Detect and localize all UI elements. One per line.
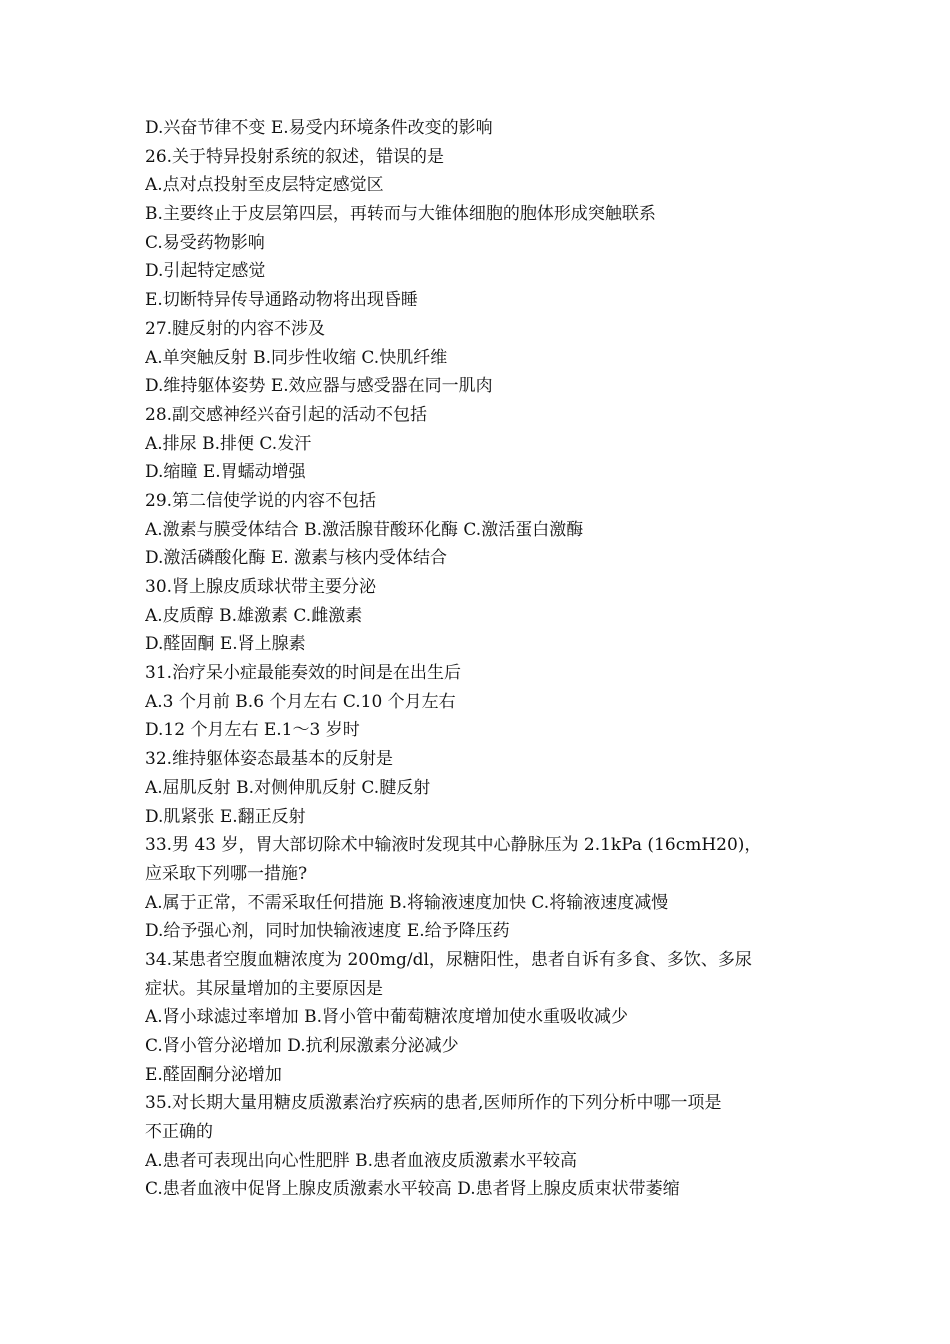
text-line: D.维持躯体姿势 E.效应器与感受器在同一肌肉 (145, 376, 493, 397)
text-line: 症状。其尿量增加的主要原因是 (145, 978, 383, 999)
text-line: D.引起特定感觉 (145, 261, 266, 282)
text-line: D.给予强心剂，同时加快输液速度 E.给予降压药 (145, 921, 510, 942)
text-line: A.单突触反射 B.同步性收缩 C.快肌纤维 (145, 347, 448, 368)
text-line: A.患者可表现出向心性肥胖 B.患者血液皮质激素水平较高 (145, 1150, 577, 1171)
text-line: E.醛固酮分泌增加 (145, 1064, 282, 1085)
question-30-stem: 30.肾上腺皮质球状带主要分泌 (145, 577, 377, 597)
text-line: A.屈肌反射 B.对侧伸肌反射 C.腱反射 (145, 777, 431, 798)
text-line: C.肾小管分泌增加 D.抗利尿激素分泌减少 (145, 1036, 459, 1056)
question-28-stem: 28.副交感神经兴奋引起的活动不包括 (145, 404, 428, 425)
text-line: C.易受药物影响 (145, 232, 265, 253)
text-line: A.点对点投射至皮层特定感觉区 (145, 175, 384, 196)
text-line: 应采取下列哪一措施? (145, 863, 308, 884)
question-33-stem: 33.男 43 岁，胃大部切除术中输液时发现其中心静脉压为 2.1kPa (16cmH20)， (145, 835, 762, 856)
text-line: E.切断特异传导通路动物将出现昏睡 (145, 290, 418, 311)
question-27-stem: 27.腱反射的内容不涉及 (145, 318, 326, 339)
text-line: A.皮质醇 B.雄激素 C.雌激素 (145, 605, 363, 626)
text-line: C.患者血液中促肾上腺皮质激素水平较高 D.患者肾上腺皮质束状带萎缩 (145, 1179, 680, 1200)
text-line: D.兴奋节律不变 E.易受内环境条件改变的影响 (145, 118, 493, 138)
text-line: 不正确的 (145, 1122, 213, 1143)
document-body (145, 114, 825, 1204)
question-32-stem: 32.维持躯体姿态最基本的反射是 (145, 749, 394, 770)
question-34-stem: 34.某患者空腹血糖浓度为 200mg/dl，尿糖阳性，患者自诉有多食、多饮、多尿 (145, 949, 752, 970)
text-line: A.肾小球滤过率增加 B.肾小管中葡萄糖浓度增加使水重吸收减少 (145, 1007, 628, 1028)
text-line: B.主要终止于皮层第四层，再转而与大锥体细胞的胞体形成突触联系 (145, 204, 656, 225)
text-line: D.12 个月左右 E.1～3 岁时 (145, 720, 360, 741)
text-line: D.醛固酮 E.肾上腺素 (145, 634, 306, 655)
text-line: A.3 个月前 B.6 个月左右 C.10 个月左右 (145, 691, 456, 712)
text-line: D.激活磷酸化酶 E. 激素与核内受体结合 (145, 548, 448, 569)
question-29-stem: 29.第二信使学说的内容不包括 (145, 490, 377, 511)
question-35-stem: 35.对长期大量用糖皮质激素治疗疾病的患者,医师所作的下列分析中哪一项是 (145, 1093, 722, 1114)
text-line: D.肌紧张 E.翻正反射 (145, 806, 306, 827)
text-line: A.属于正常，不需采取任何措施 B.将输液速度加快 C.将输液速度减慢 (145, 892, 669, 913)
question-26-stem: 26.关于特异投射系统的叙述，错误的是 (145, 146, 445, 167)
text-line: A.激素与膜受体结合 B.激活腺苷酸环化酶 C.激活蛋白激酶 (145, 519, 584, 540)
text-line: D.缩瞳 E.胃蠕动增强 (145, 462, 306, 483)
text-line: A.排尿 B.排便 C.发汗 (145, 433, 312, 454)
question-31-stem: 31.治疗呆小症最能奏效的时间是在出生后 (145, 663, 462, 684)
